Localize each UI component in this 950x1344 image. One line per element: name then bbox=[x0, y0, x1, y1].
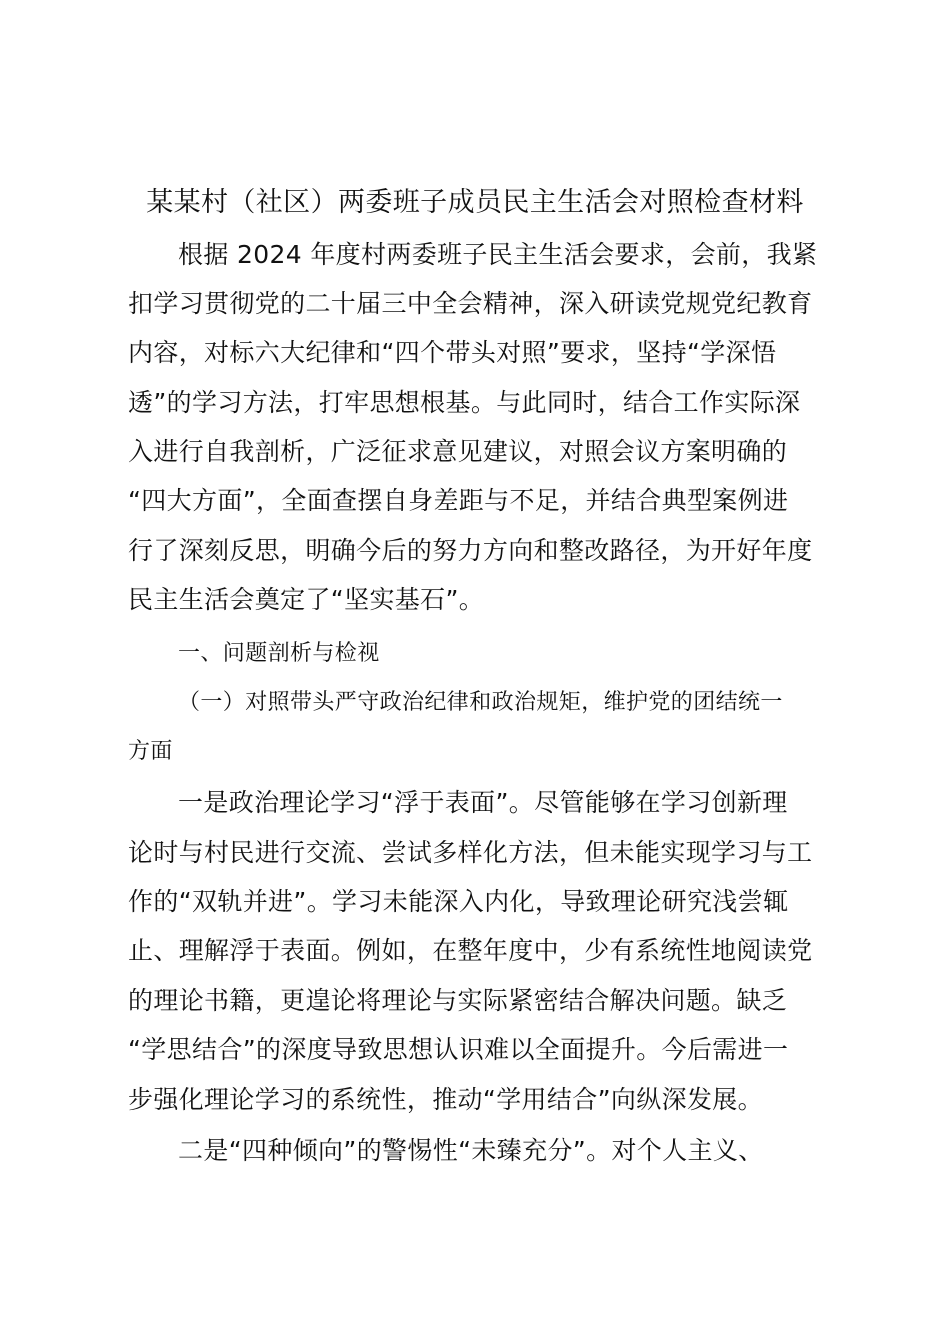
point1-line-5: 的理论书籍，更遑论将理论与实际紧密结合解决问题。缺乏 bbox=[128, 986, 788, 1015]
point1-line-3: 作的“双轨并进”。学习未能深入内化，导致理论研究浅尝辄 bbox=[128, 887, 789, 916]
point2-line-1: 二是“四种倾向”的警惕性“未臻充分”。对个人主义、 bbox=[178, 1136, 764, 1165]
intro-line-7: 行了深刻反思，明确今后的努力方向和整改路径，为开好年度 bbox=[128, 536, 813, 565]
point1-line-4: 止、理解浮于表面。例如，在整年度中，少有系统性地阅读党 bbox=[128, 936, 813, 965]
intro-line-1: 根据 2024 年度村两委班子民主生活会要求，会前，我紧 bbox=[178, 240, 818, 269]
intro-line-6: “四大方面”，全面查摆自身差距与不足，并结合典型案例进 bbox=[128, 486, 789, 515]
intro-line-8: 民主生活会奠定了“坚实基石”。 bbox=[128, 585, 485, 614]
intro-line-4: 透”的学习方法，打牢思想根基。与此同时，结合工作实际深 bbox=[128, 388, 801, 417]
document-title: 某某村（社区）两委班子成员民主生活会对照检查材料 bbox=[146, 187, 804, 218]
point1-line-6: “学思结合”的深度导致思想认识难以全面提升。今后需进一 bbox=[128, 1035, 789, 1064]
subsection-heading-line-2: 方面 bbox=[128, 739, 173, 764]
section-heading: 一、问题剖析与检视 bbox=[178, 641, 380, 666]
intro-line-3: 内容，对标六大纪律和“四个带头对照”要求，坚持“学深悟 bbox=[128, 338, 777, 367]
point1-line-7: 步强化理论学习的系统性，推动“学用结合”向纵深发展。 bbox=[128, 1085, 764, 1114]
point1-line-2: 论时与村民进行交流、尝试多样化方法，但未能实现学习与工 bbox=[128, 838, 813, 867]
intro-line-2: 扣学习贯彻党的二十届三中全会精神，深入研读党规党纪教育 bbox=[128, 289, 813, 318]
point1-line-1: 一是政治理论学习“浮于表面”。尽管能够在学习创新理 bbox=[178, 788, 788, 817]
subsection-heading-line-1: （一）对照带头严守政治纪律和政治规矩，维护党的团结统一 bbox=[178, 690, 783, 715]
intro-line-5: 入进行自我剖析，广泛征求意见建议，对照会议方案明确的 bbox=[128, 437, 788, 466]
